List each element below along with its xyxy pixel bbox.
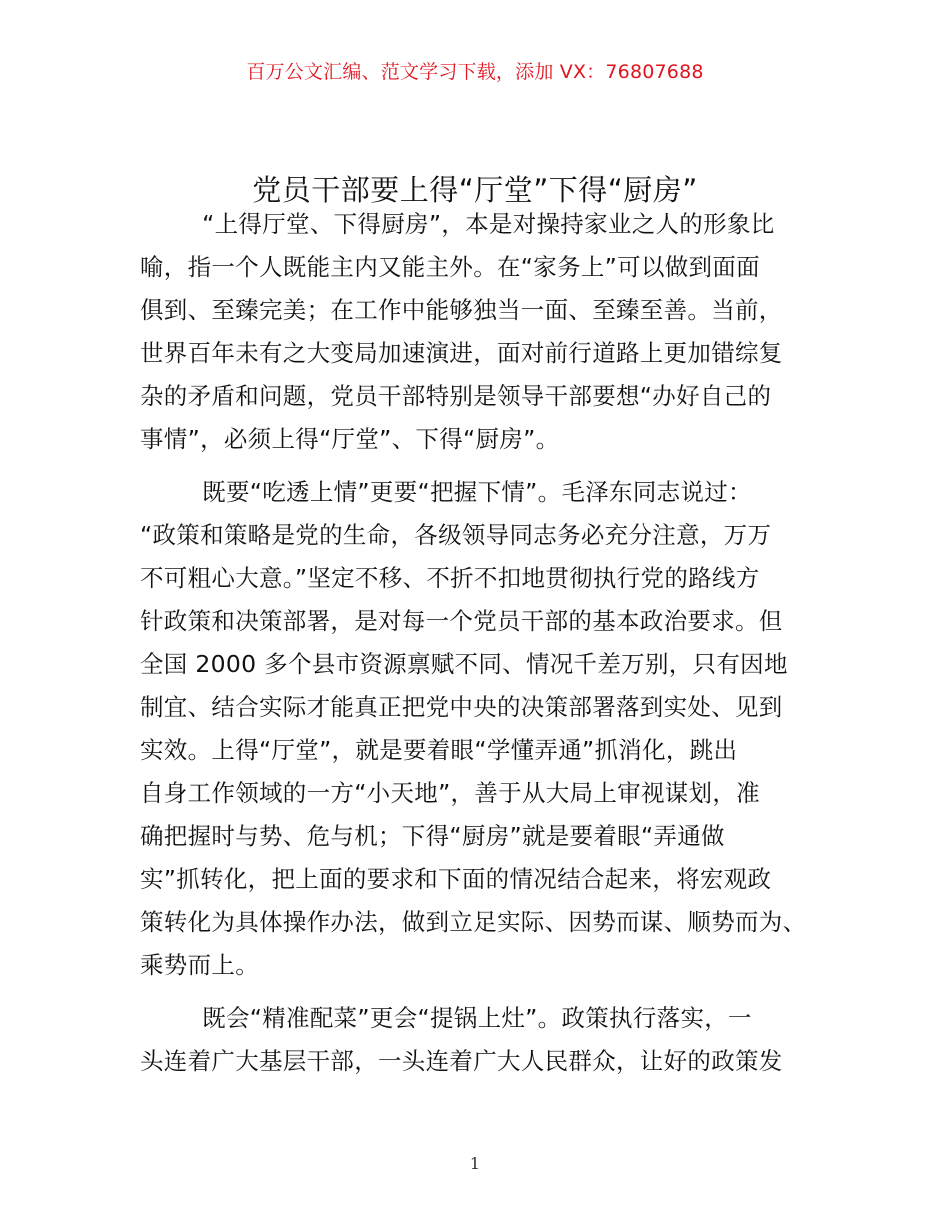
- body-line: 既要“吃透上情”更要“把握下情”。毛泽东同志说过：: [140, 478, 752, 506]
- body-line: 制宜、结合实际才能真正把党中央的决策部署落到实处、见到: [140, 693, 783, 721]
- body-line: 全国 2000 多个县市资源禀赋不同、情况千差万别，只有因地: [140, 650, 788, 678]
- body-line: 实效。上得“厅堂”，就是要着眼“学懂弄通”抓消化，跳出: [140, 736, 738, 764]
- body-line: “上得厅堂、下得厨房”，本是对操持家业之人的形象比: [140, 210, 775, 238]
- body-line: 杂的矛盾和问题，党员干部特别是领导干部要想“办好自己的: [140, 382, 772, 410]
- body-line: 既会“精准配菜”更会“提锅上灶”。政策执行落实，一: [140, 1004, 752, 1032]
- page-number: 1: [469, 1154, 481, 1173]
- body-line: 自身工作领域的一方“小天地”，善于从大局上审视谋划，准: [140, 779, 760, 807]
- watermark-header: 百万公文汇编、范文学习下载，添加 VX：76807688: [246, 61, 704, 83]
- body-line: 实”抓转化，把上面的要求和下面的情况结合起来，将宏观政: [140, 865, 772, 893]
- body-line: 俱到、至臻完美；在工作中能够独当一面、至臻至善。当前，: [140, 296, 783, 324]
- body-line: 不可粗心大意。”坚定不移、不折不扣地贯彻执行党的路线方: [140, 564, 760, 592]
- body-line: 乘势而上。: [140, 951, 259, 979]
- body-line: 确把握时与势、危与机；下得“厨房”就是要着眼“弄通做: [140, 822, 725, 850]
- body-line: 事情”，必须上得“厅堂”、下得“厨房”。: [140, 425, 560, 453]
- body-line: 头连着广大基层干部，一头连着广大人民群众，让好的政策发: [140, 1047, 783, 1075]
- body-line: 喻，指一个人既能主内又能主外。在“家务上”可以做到面面: [140, 253, 760, 281]
- body-line: 策转化为具体操作办法，做到立足实际、因势而谋、顺势而为、: [140, 908, 807, 936]
- document-title: 党员干部要上得“厅堂”下得“厨房”: [252, 173, 698, 207]
- body-line: 针政策和决策部署，是对每一个党员干部的基本政治要求。但: [140, 607, 783, 635]
- body-line: “政策和策略是党的生命，各级领导同志务必充分注意，万万: [140, 521, 772, 549]
- body-line: 世界百年未有之大变局加速演进，面对前行道路上更加错综复: [140, 339, 783, 367]
